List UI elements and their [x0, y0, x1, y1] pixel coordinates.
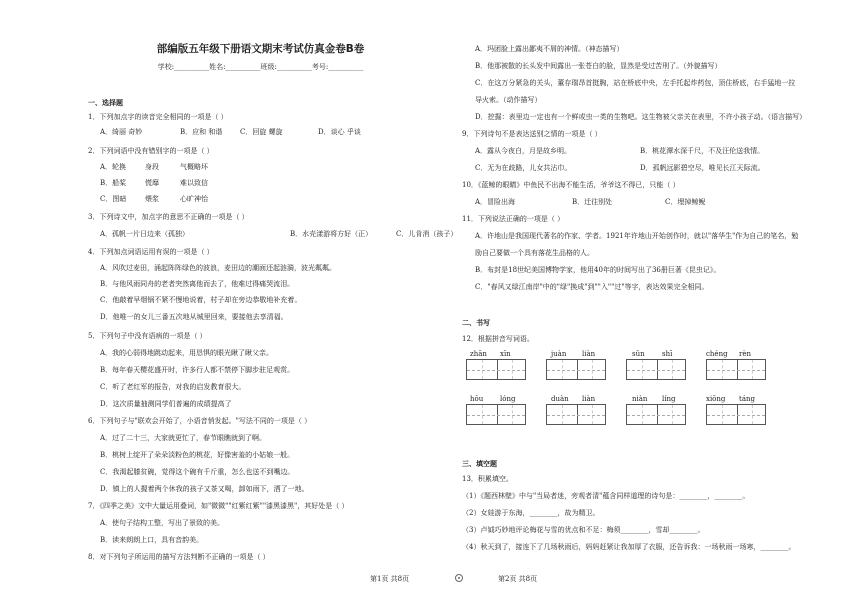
q9-option-a: A．露从今夜白，月是故乡明。	[475, 147, 572, 155]
q1-option-a: A．绮丽 奇妙	[100, 128, 143, 136]
q9-option-b: B．桃花潭水深千尺，不及汪伦送我情。	[640, 147, 765, 155]
q11-option-a-cont: 励自己要做一个具有落花生品格的人。	[475, 249, 594, 257]
fill-blank-3[interactable]: （3）卢钺巧妙地评论梅花与雪的优点和不足：梅须________，雪却________。	[462, 526, 705, 534]
q9-option-c: C．无为在歧路，儿女共沾巾。	[475, 164, 572, 172]
q2-option-a-word2: 身段	[145, 163, 159, 171]
writing-grid[interactable]	[706, 359, 766, 380]
q2-option-a-word3: 气概略坏	[180, 163, 208, 171]
q11-option-b: B．布封是18世纪美国博物学家，他用40年的时间写出了36册巨著《昆虫记》。	[475, 266, 721, 274]
q3-option-a: A．孤帆一片日边来（孤独）	[100, 230, 190, 238]
pinyin-1-3: juàn	[551, 350, 567, 358]
q2-option-b-word2: 慌靡	[145, 179, 159, 187]
q5-option-c: C．听了老红军的报告，对我的启发教育很大。	[100, 383, 246, 391]
writing-grid[interactable]	[706, 404, 766, 425]
q9-option-d: D．孤帆远影碧空尽，唯见长江天际流。	[640, 164, 765, 172]
q10-option-a: A．冒险出海	[475, 198, 516, 206]
q5-option-d: D．这次质量抽测同学们普遍的成绩提高了	[100, 400, 232, 408]
q8-option-d: D．挖掘：表里边一定也有一个鲜或虫一类的生物吧。这生物被父亲关在表里，不许小孩子动。（语言描写）	[475, 113, 807, 121]
q8-option-c: C．在这万分紧急的关头，董存瑞昂首挺胸，站在桥底中央，左手托起炸药包，顶住桥底，右手猛地一拉	[475, 79, 796, 87]
q10-option-c: C．埋掉鲸鲵	[665, 198, 706, 206]
writing-grid[interactable]	[466, 404, 526, 425]
pinyin-1-8: rèn	[739, 350, 751, 358]
page-number-right: 第2页 共8页	[498, 575, 538, 583]
q8-option-c-cont: 导火索。（动作描写）	[475, 96, 542, 104]
question-4: 4．下列加点词语运用有误的一项是（ ）	[88, 248, 214, 256]
q5-option-b: B．每年春天樱花盛开时，许多行人都不禁停下脚步驻足观赏。	[100, 366, 295, 374]
writing-grid[interactable]	[546, 359, 606, 380]
pinyin-2-3: duàn	[551, 395, 569, 403]
pinyin-2-8: táng	[739, 395, 755, 403]
question-11: 11．下列说法正确的一项是（ ）	[462, 215, 565, 223]
q11-option-a: A．许地山是我国现代著名的作家、学者。1921年许地山开始创作时，就以"落华生"作为自己的笔名，勉	[475, 232, 799, 240]
page-number-left: 第1页 共8页	[370, 575, 410, 583]
pinyin-2-1: hōu	[470, 395, 484, 403]
pinyin-2-2: lóng	[500, 395, 516, 403]
question-8: 8．对下列句子所运用的描写方法判断不正确的一项是（ ）	[88, 553, 270, 561]
pinyin-1-2: xīn	[500, 350, 511, 358]
fill-blank-1[interactable]: （1）《题西林壁》中与"当局者迷，旁观者清"蕴含同样道理的诗句是：________，________。	[462, 492, 750, 500]
question-12: 12．根据拼音写词语。	[462, 335, 534, 343]
q2-option-c-label: C．图暗	[100, 195, 127, 203]
q6-option-d: D．镇上的人握着两个休我的孩子又茶又喝，卸如雨下，洒了一地。	[100, 485, 309, 493]
q2-option-b-word3: 难以致信	[180, 179, 208, 187]
section-heading-fill: 三、填空题	[462, 460, 497, 468]
q4-option-a: A．风吹过麦田，涌起阵阵绿色的波浪，麦田边的潮面还起涟漪，波光粼粼。	[100, 264, 337, 272]
question-9: 9．下列诗句不是表达送别之情的一项是（ ）	[462, 130, 602, 138]
q2-option-c-word2: 煨浆	[145, 195, 159, 203]
q7-option-a: A．使句子结构工整，写出了景致的美。	[100, 519, 225, 527]
exam-title: 部编版五年级下册语文期末考试仿真金卷B卷	[156, 43, 365, 55]
q10-option-b: B．迁往别处	[572, 198, 613, 206]
writing-grid[interactable]	[546, 404, 606, 425]
writing-grid[interactable]	[626, 359, 686, 380]
question-2: 2．下列词语中没有错别字的一项是（ ）	[88, 147, 214, 155]
student-info-line: 学校:__________姓名:__________班级:__________考号:__________	[157, 63, 364, 71]
q4-option-b: B．与他风雨同舟的老者突然离他而去了，他难过得痛哭流泪。	[100, 280, 295, 288]
section-heading-choice: 一、选择题	[88, 99, 123, 107]
question-10: 10．《蓝鲸的眼睛》中鱼民不出海不能生活，爷爷这不得已，只能（ ）	[462, 181, 680, 189]
question-1: 1．下列加点字的读音完全相同的一项是（ ）	[88, 113, 228, 121]
q5-option-a: A．我的心弱得地跳动起来，用恳惧的眼光瞅了瞅父亲。	[100, 349, 274, 357]
q6-option-a: A．过了二十三，大家就更忙了，春节眼瞧就到了啊。	[100, 434, 267, 442]
question-6: 6．下列句子与"联欢会开始了，小语音悄发起。"写法不同的一项是（ ）	[88, 417, 312, 425]
question-13: 13．积累填空。	[462, 475, 513, 483]
q3-option-b: B．水壳漾游将方好（正）	[290, 230, 373, 238]
q6-option-b: B．桃树上绽开了朵朵淡粉色的桃花，好像害羞的小姑娘一般。	[100, 451, 295, 459]
pinyin-1-1: zhān	[470, 350, 487, 358]
q1-option-b: B．应和 和谐	[180, 128, 223, 136]
fill-blank-4[interactable]: （4）秋天到了，接连下了几场秋雨后，妈妈赶紧让我加厚了衣服，还告诉我：一场秋雨一场寒，________。	[462, 543, 796, 551]
q8-option-a: A．玛团脸上露出鄙夷不屑的神情。（神态描写）	[475, 45, 624, 53]
question-5: 5．下列句子中没有语病的一项是（ ）	[88, 332, 207, 340]
q1-option-d: D．谈心 乎谈	[318, 128, 361, 136]
pinyin-1-7: chéng	[706, 350, 728, 358]
pinyin-2-5: niàn	[632, 395, 648, 403]
question-7: 7．《四季之美》文中大量运用叠词，如"微微""红紫红紫""漆黑漆黑"，其好处是（ ）	[88, 502, 349, 510]
q7-option-b: B．读来朗朗上口，具有音韵美。	[100, 536, 204, 544]
q11-option-c: C．"春风又绿江南岸"中的"绿"换成"到""入""过"等字，表达效果完全相同。	[475, 283, 709, 291]
pinyin-1-6: shī	[662, 350, 673, 358]
binding-circle-icon	[455, 574, 463, 582]
q4-option-d: D．他唯一的女儿三番五次地从城里回来，要接他去享清福。	[100, 313, 288, 321]
pinyin-1-4: liàn	[582, 350, 596, 358]
q2-option-b-label: B．船桨	[100, 179, 127, 187]
q2-option-c-word3: 心旷神怡	[180, 195, 208, 203]
q8-option-b: B．他那被散的长头发中间露出一张苍白的脸，显然是受过苦刑了。（外貌描写）	[475, 62, 722, 70]
section-heading-writing: 二、书写	[462, 319, 490, 327]
pinyin-2-6: líng	[662, 395, 676, 403]
pinyin-2-4: liàn	[582, 395, 596, 403]
pinyin-1-5: sǔn	[632, 350, 645, 358]
fill-blank-2[interactable]: （2）女娃游于东海，________，故为精卫。	[462, 509, 600, 517]
q3-option-c: C．儿肯消（孩子）	[396, 230, 458, 238]
pinyin-2-7: xiōng	[706, 395, 726, 403]
q2-option-a-label: A．轮换	[100, 163, 127, 171]
writing-grid[interactable]	[626, 404, 686, 425]
q6-option-c: C．我渴起膝贫碗，觉得这个碗有千斤重，怎么也送不到嘴边。	[100, 468, 295, 476]
writing-grid[interactable]	[466, 359, 526, 380]
question-3: 3．下列诗文中，加点字的意思不正确的一项是（ ）	[88, 213, 249, 221]
q4-option-c: C．他敲着早烟锅不紧不慢地说着，村子却在旁边恭敬地补充着。	[100, 296, 302, 304]
q1-option-c: C．回旋 螺旋	[240, 128, 283, 136]
